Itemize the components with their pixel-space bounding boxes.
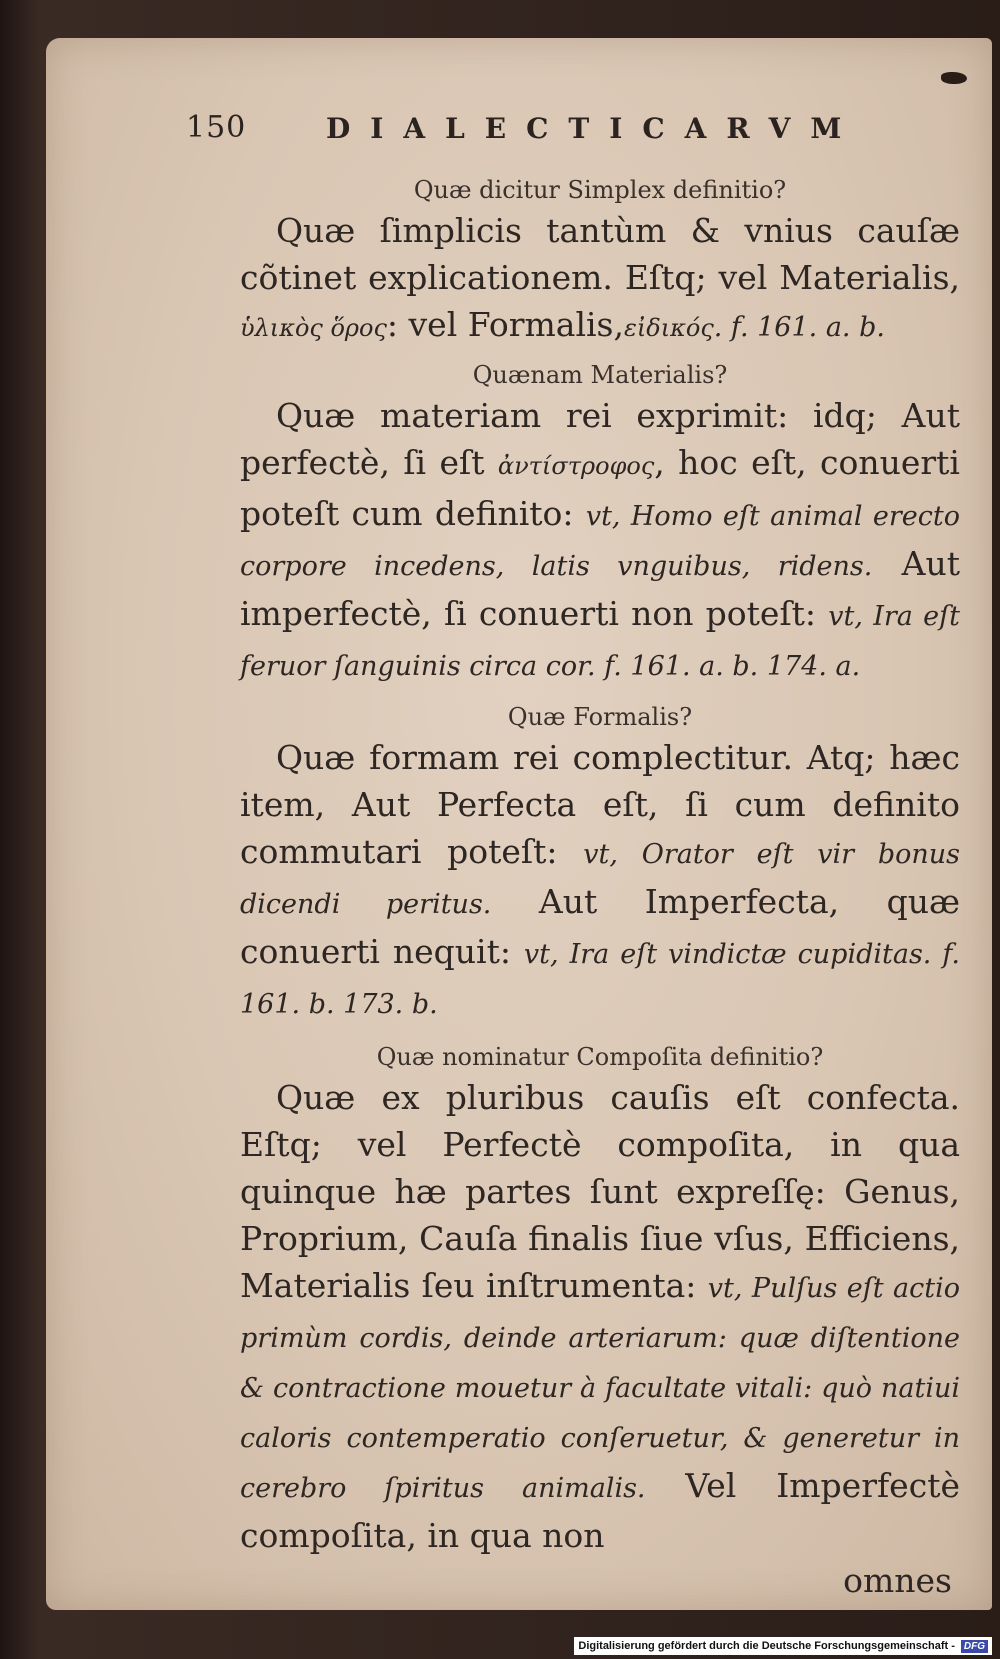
catchword: omnes <box>843 1561 952 1600</box>
greek-term: ἀντίστροφος <box>497 452 655 480</box>
example-text: vt, Ira eſt vindictæ cupiditas. f. 161. b. 173. b. <box>240 939 960 1020</box>
page-number: 150 <box>186 110 247 145</box>
answer-text: Quæ ex pluribus cauſis eſt confecta. Eſtq; vel Perfectè compoſita, in qua quinque hæ partes ſunt expreſſę: Genus, Proprium, Cauſa finalis ſiue vſus, Efficiens, Materialis ſeu inſtrumenta: <box>240 1078 960 1305</box>
question-formalis: Quæ Formalis? <box>507 703 693 731</box>
dfg-logo-icon: DFG <box>961 1640 988 1653</box>
running-head: DIALECTICARVM <box>326 112 862 145</box>
answer-text: : vel Formalis, <box>386 305 624 344</box>
footer-credit: Digitalisierung gefördert durch die Deutsche Forschungsgemeinschaft - <box>578 1640 955 1652</box>
example-text: vt, Orator eſt vir bonus dicendi peritus. <box>240 839 960 920</box>
answer-simplex <box>240 207 960 352</box>
answer-formalis <box>240 734 960 1028</box>
question-simplex: Quæ dicitur Simplex definitio? <box>413 176 787 204</box>
digitization-footer <box>574 1637 992 1655</box>
ink-spot <box>941 72 967 84</box>
page-header <box>186 110 906 160</box>
greek-term: εἰδικός <box>623 314 714 342</box>
reference: . f. 161. a. b. <box>713 312 885 343</box>
question-materialis: Quænam Materialis? <box>472 361 728 389</box>
answer-composita <box>240 1074 960 1559</box>
answer-text: Vel Imperfectè compoſita, in qua non <box>240 1466 960 1555</box>
answer-text: Quæ materiam rei exprimit: idq; Aut perfectè, ſi eſt <box>240 396 960 482</box>
answer-text: Quæ formam rei complectitur. Atq; hæc item, Aut Perfecta eſt, ſi cum definito commutari poteſt: <box>240 738 960 871</box>
answer-text: Aut imperfectè, ſi conuerti non poteſt: <box>240 544 960 633</box>
question-composita: Quæ nominatur Compoſita definitio? <box>376 1043 824 1071</box>
answer-materialis <box>240 392 960 690</box>
answer-text: Aut Imperfecta, quæ conuerti nequit: <box>240 882 960 971</box>
example-text: vt, Homo eſt animal erecto corpore incedens, latis vnguibus, ridens. <box>240 501 960 582</box>
text-block <box>240 165 960 1601</box>
example-text: vt, Pulſus eſt actio primùm cordis, deinde arteriarum: quæ diſtentione & contractione mouetur à facultate vitali: quò natiui caloris contemperatio conſeruetur, & generetur in cerebro ſpiritus animalis. <box>240 1273 960 1504</box>
greek-term: ὑλικὸς ὅρος <box>240 314 387 342</box>
example-text: vt, Ira eſt feruor ſanguinis circa cor. f. 161. a. b. 174. a. <box>240 601 960 682</box>
answer-text: Quæ ſimplicis tantùm & vnius cauſæ cõtinet explicationem. Eſtq; vel Materialis, <box>240 211 960 297</box>
answer-text: , hoc eſt, conuerti poteſt cum definito: <box>240 443 960 533</box>
